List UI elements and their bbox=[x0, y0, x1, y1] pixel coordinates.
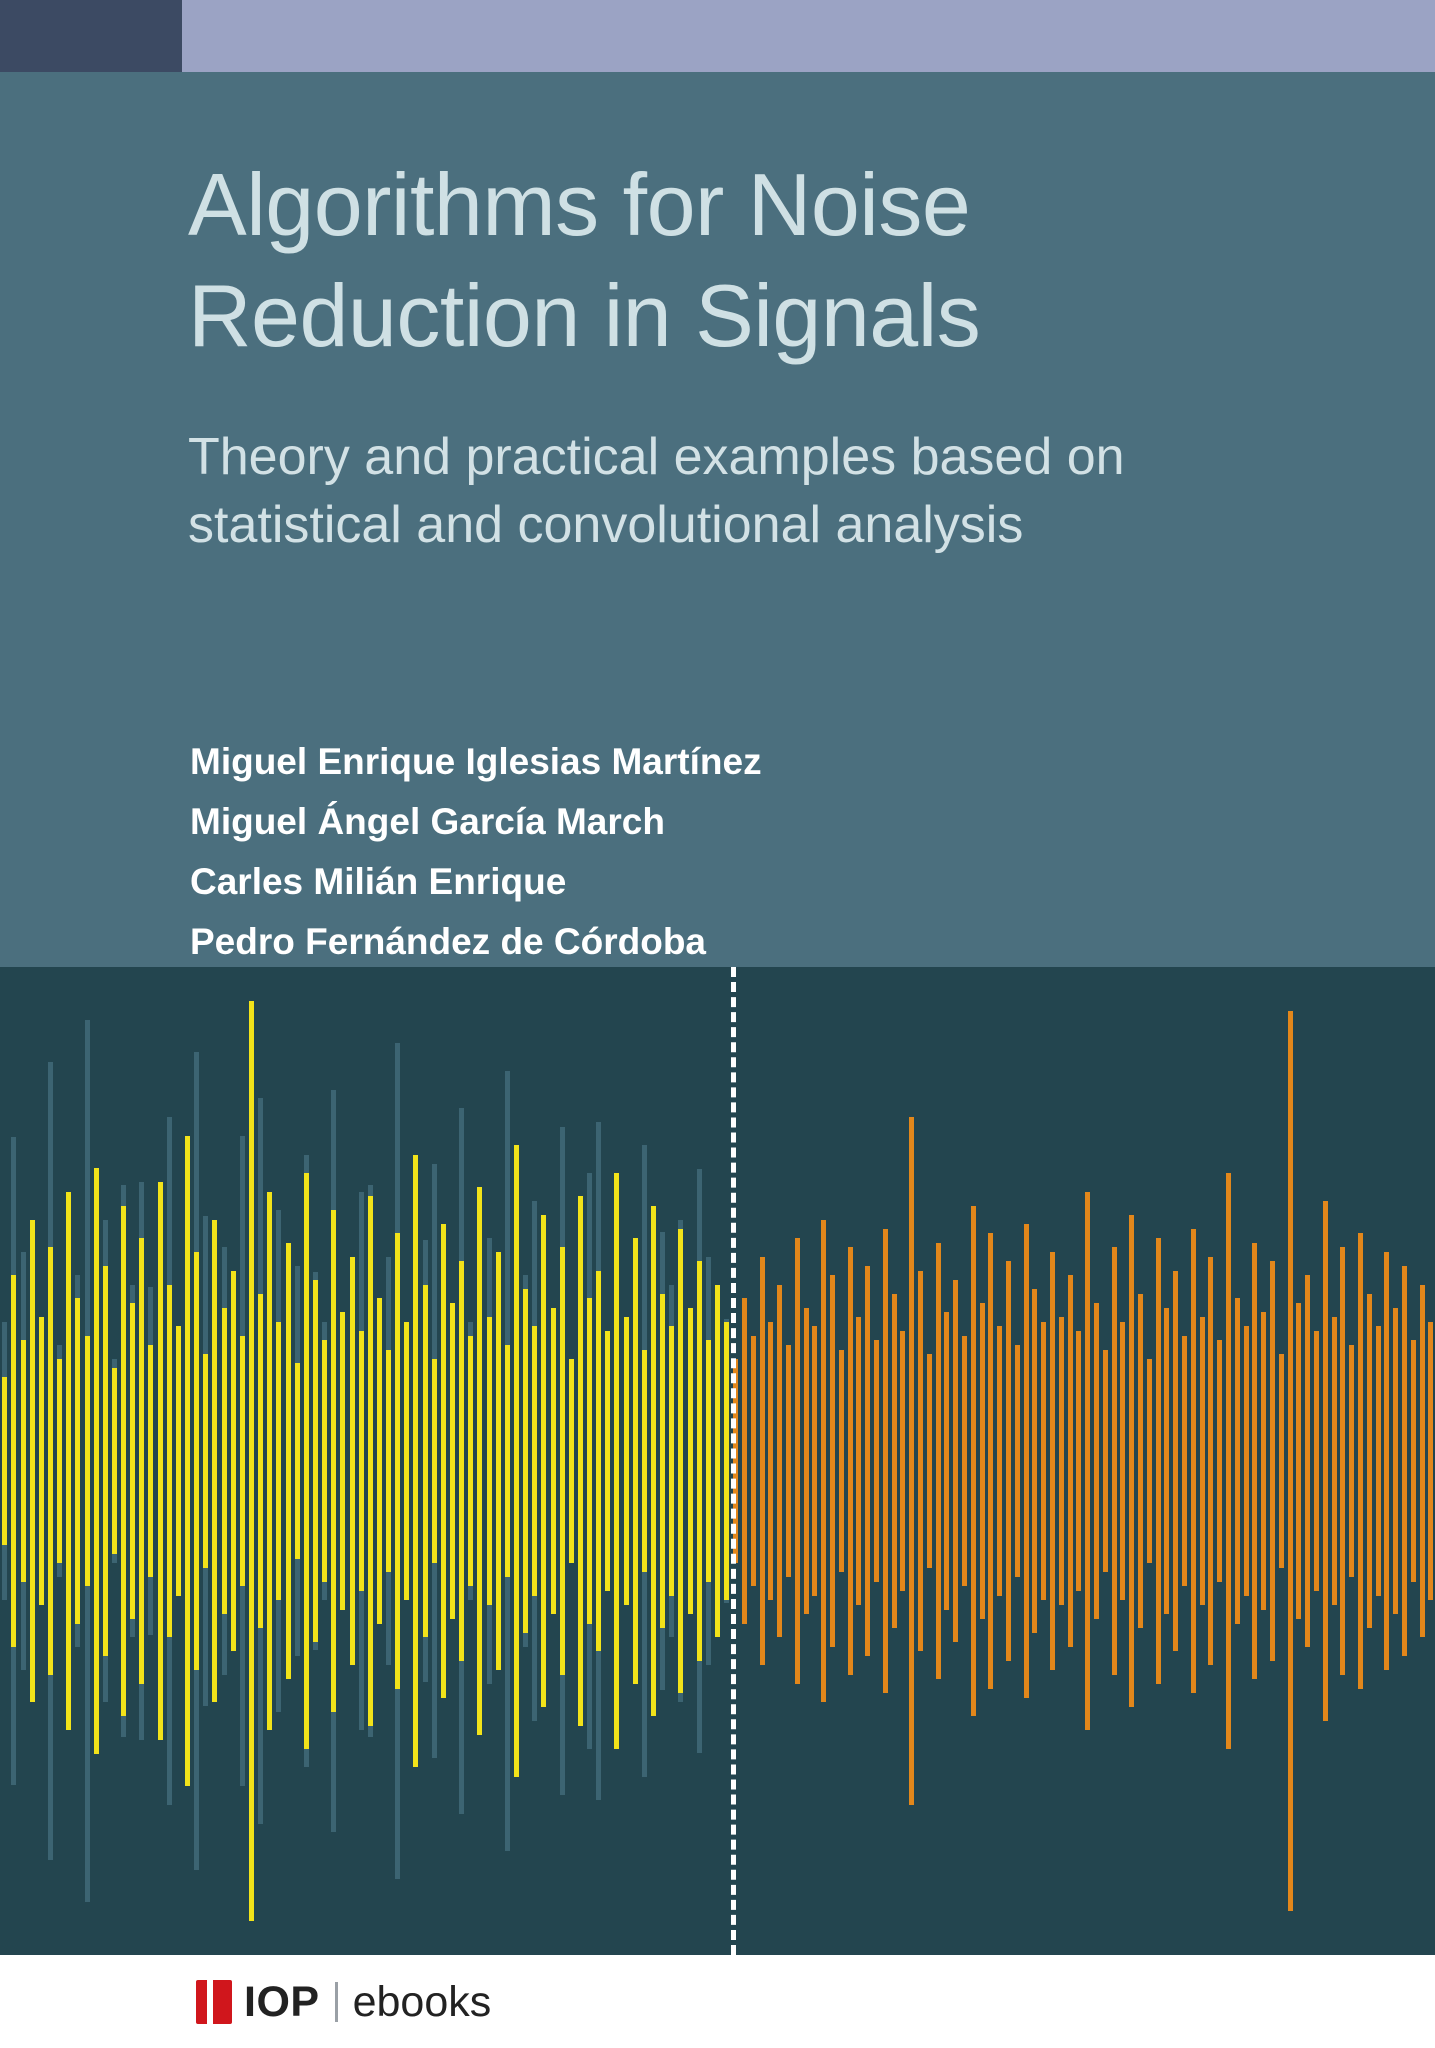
waveform-bar bbox=[322, 1340, 327, 1581]
waveform-bar bbox=[468, 1336, 473, 1587]
author-name: Pedro Fernández de Córdoba bbox=[190, 920, 707, 962]
waveform-bar bbox=[1076, 1331, 1081, 1591]
waveform-bar bbox=[742, 1298, 747, 1623]
waveform-bars bbox=[0, 967, 1435, 1955]
waveform-bar bbox=[1323, 1201, 1328, 1721]
signal-divider-line bbox=[731, 967, 736, 1955]
waveform-bar bbox=[856, 1317, 861, 1605]
waveform-bar bbox=[340, 1312, 345, 1609]
waveform-bar bbox=[350, 1257, 355, 1666]
waveform-bar bbox=[651, 1206, 656, 1717]
waveform-bar bbox=[1068, 1275, 1073, 1646]
waveform-bar bbox=[1085, 1192, 1090, 1731]
waveform-bar bbox=[121, 1206, 126, 1717]
waveform-bar bbox=[1261, 1312, 1266, 1609]
waveform-bar bbox=[185, 1136, 190, 1786]
waveform-bar bbox=[450, 1303, 455, 1619]
waveform-bar bbox=[821, 1220, 826, 1703]
waveform-bar bbox=[1332, 1317, 1337, 1605]
page-subtitle: Theory and practical examples based on statistical and convolutional analysis bbox=[188, 428, 1125, 554]
waveform-bar bbox=[130, 1303, 135, 1619]
waveform-bar bbox=[258, 1294, 263, 1628]
signal-waveform-chart bbox=[0, 967, 1435, 1955]
waveform-bar bbox=[514, 1145, 519, 1777]
waveform-bar bbox=[249, 1001, 254, 1920]
waveform-bar bbox=[57, 1359, 62, 1563]
waveform-bar bbox=[276, 1322, 281, 1601]
waveform-bar bbox=[1129, 1215, 1134, 1707]
waveform-bar bbox=[85, 1336, 90, 1587]
waveform-bar bbox=[1279, 1354, 1284, 1568]
waveform-bar bbox=[1314, 1331, 1319, 1591]
iop-logo-icon bbox=[196, 1980, 232, 2024]
waveform-bar bbox=[883, 1229, 888, 1693]
cover-top-band bbox=[0, 0, 1435, 72]
waveform-bar bbox=[176, 1326, 181, 1595]
waveform-bar bbox=[66, 1192, 71, 1731]
waveform-bar bbox=[706, 1340, 711, 1581]
waveform-bar bbox=[688, 1308, 693, 1614]
waveform-bar bbox=[953, 1280, 958, 1642]
waveform-bar bbox=[1384, 1252, 1389, 1670]
waveform-bar bbox=[75, 1298, 80, 1623]
waveform-bar bbox=[1006, 1261, 1011, 1660]
waveform-bar bbox=[1200, 1317, 1205, 1605]
publisher-imprint: ebooks bbox=[352, 1977, 492, 2026]
waveform-bar bbox=[1235, 1298, 1240, 1623]
waveform-bar bbox=[900, 1331, 905, 1591]
waveform-bar bbox=[1358, 1233, 1363, 1688]
waveform-bar bbox=[786, 1345, 791, 1577]
waveform-bar bbox=[1296, 1303, 1301, 1619]
author-name: Miguel Ángel García March bbox=[190, 800, 665, 842]
waveform-bar bbox=[551, 1308, 556, 1614]
waveform-bar bbox=[1032, 1289, 1037, 1633]
waveform-bar bbox=[368, 1196, 373, 1725]
waveform-bar bbox=[331, 1210, 336, 1712]
waveform-bar bbox=[1252, 1243, 1257, 1679]
waveform-bar bbox=[477, 1187, 482, 1735]
waveform-bar bbox=[203, 1354, 208, 1568]
waveform-bar bbox=[404, 1322, 409, 1601]
waveform-bar bbox=[1367, 1294, 1372, 1628]
waveform-bar bbox=[1191, 1229, 1196, 1693]
waveform-bar bbox=[962, 1336, 967, 1587]
waveform-bar bbox=[286, 1243, 291, 1679]
waveform-bar bbox=[212, 1220, 217, 1703]
waveform-bar bbox=[1428, 1322, 1433, 1601]
waveform-bar bbox=[971, 1206, 976, 1717]
waveform-bar bbox=[980, 1303, 985, 1619]
waveform-bar bbox=[760, 1257, 765, 1666]
waveform-bar bbox=[633, 1238, 638, 1684]
logo-divider bbox=[335, 1982, 338, 2022]
waveform-bar bbox=[413, 1155, 418, 1768]
waveform-bar bbox=[1050, 1252, 1055, 1670]
waveform-bar bbox=[2, 1377, 7, 1544]
waveform-bar bbox=[395, 1233, 400, 1688]
waveform-bar bbox=[194, 1252, 199, 1670]
waveform-bar bbox=[874, 1340, 879, 1581]
waveform-bar bbox=[386, 1350, 391, 1573]
cover-top-band-accent bbox=[0, 0, 182, 72]
waveform-bar bbox=[724, 1322, 729, 1601]
waveform-bar bbox=[523, 1289, 528, 1633]
waveform-bar bbox=[1059, 1317, 1064, 1605]
waveform-bar bbox=[1305, 1275, 1310, 1646]
waveform-bar bbox=[596, 1271, 601, 1652]
waveform-bar bbox=[839, 1350, 844, 1573]
waveform-bar bbox=[1288, 1011, 1293, 1912]
waveform-bar bbox=[1024, 1224, 1029, 1698]
waveform-bar bbox=[432, 1359, 437, 1563]
waveform-bar bbox=[1402, 1266, 1407, 1656]
waveform-bar bbox=[30, 1220, 35, 1703]
waveform-bar bbox=[48, 1247, 53, 1674]
waveform-bar bbox=[936, 1243, 941, 1679]
waveform-bar bbox=[669, 1326, 674, 1595]
waveform-bar bbox=[1420, 1285, 1425, 1638]
waveform-bar bbox=[139, 1238, 144, 1684]
waveform-bar bbox=[231, 1271, 236, 1652]
publisher-logo bbox=[196, 1975, 491, 2029]
waveform-bar bbox=[997, 1326, 1002, 1595]
waveform-bar bbox=[624, 1317, 629, 1605]
waveform-bar bbox=[1112, 1247, 1117, 1674]
waveform-bar bbox=[848, 1247, 853, 1674]
waveform-bar bbox=[1120, 1322, 1125, 1601]
waveform-bar bbox=[1217, 1340, 1222, 1581]
waveform-bar bbox=[892, 1294, 897, 1628]
waveform-bar bbox=[804, 1308, 809, 1614]
waveform-bar bbox=[313, 1280, 318, 1642]
waveform-bar bbox=[560, 1247, 565, 1674]
waveform-bar bbox=[423, 1285, 428, 1638]
author-list bbox=[190, 732, 1350, 972]
waveform-bar bbox=[304, 1173, 309, 1749]
waveform-bar bbox=[459, 1261, 464, 1660]
waveform-bar bbox=[112, 1368, 117, 1554]
author-name: Miguel Enrique Iglesias Martínez bbox=[190, 741, 762, 782]
waveform-bar bbox=[751, 1336, 756, 1587]
waveform-bar bbox=[1103, 1350, 1108, 1573]
waveform-bar bbox=[148, 1345, 153, 1577]
waveform-bar bbox=[240, 1336, 245, 1587]
waveform-bar bbox=[505, 1345, 510, 1577]
waveform-bar bbox=[1226, 1173, 1231, 1749]
waveform-bar bbox=[1376, 1326, 1381, 1595]
waveform-bar bbox=[21, 1340, 26, 1581]
waveform-bar bbox=[1340, 1247, 1345, 1674]
waveform-bar bbox=[1156, 1238, 1161, 1684]
waveform-bar bbox=[1208, 1257, 1213, 1666]
waveform-bar bbox=[1164, 1308, 1169, 1614]
waveform-bar bbox=[830, 1275, 835, 1646]
waveform-bar bbox=[768, 1322, 773, 1601]
waveform-bar bbox=[909, 1117, 914, 1804]
waveform-bar bbox=[927, 1354, 932, 1568]
waveform-bar bbox=[1182, 1336, 1187, 1587]
waveform-bar bbox=[295, 1363, 300, 1558]
waveform-bar bbox=[715, 1285, 720, 1638]
waveform-bar bbox=[377, 1298, 382, 1623]
page-title: Algorithms for Noise Reduction in Signals bbox=[188, 155, 981, 365]
waveform-bar bbox=[103, 1266, 108, 1656]
waveform-bar bbox=[158, 1182, 163, 1739]
waveform-bar bbox=[1015, 1345, 1020, 1577]
waveform-bar bbox=[614, 1173, 619, 1749]
waveform-bar bbox=[267, 1192, 272, 1731]
waveform-bar bbox=[39, 1317, 44, 1605]
waveform-bar bbox=[660, 1294, 665, 1628]
waveform-bar bbox=[1349, 1345, 1354, 1577]
waveform-bar bbox=[605, 1331, 610, 1591]
waveform-bar bbox=[865, 1266, 870, 1656]
waveform-bar bbox=[1094, 1303, 1099, 1619]
waveform-bar bbox=[541, 1215, 546, 1707]
cover-text-panel bbox=[0, 72, 1435, 967]
waveform-bar bbox=[777, 1285, 782, 1638]
waveform-bar bbox=[532, 1326, 537, 1595]
waveform-bar bbox=[487, 1317, 492, 1605]
waveform-bar bbox=[1393, 1308, 1398, 1614]
waveform-bar bbox=[988, 1233, 993, 1688]
waveform-bar bbox=[1244, 1326, 1249, 1595]
waveform-bar bbox=[587, 1298, 592, 1623]
waveform-bar bbox=[642, 1350, 647, 1573]
waveform-bar bbox=[569, 1359, 574, 1563]
waveform-bar bbox=[1411, 1340, 1416, 1581]
author-name: Carles Milián Enrique bbox=[190, 860, 567, 902]
waveform-bar bbox=[795, 1238, 800, 1684]
waveform-bar bbox=[1270, 1261, 1275, 1660]
waveform-bar bbox=[496, 1252, 501, 1670]
waveform-bar bbox=[1173, 1271, 1178, 1652]
waveform-bar bbox=[11, 1275, 16, 1646]
waveform-bar bbox=[359, 1331, 364, 1591]
waveform-bar bbox=[94, 1168, 99, 1753]
publisher-name: IOP bbox=[244, 1977, 320, 2026]
waveform-bar bbox=[678, 1229, 683, 1693]
waveform-bar bbox=[167, 1285, 172, 1638]
waveform-bar bbox=[1041, 1322, 1046, 1601]
waveform-bar bbox=[441, 1224, 446, 1698]
waveform-bar bbox=[944, 1312, 949, 1609]
waveform-bar bbox=[918, 1271, 923, 1652]
waveform-bar bbox=[697, 1261, 702, 1660]
waveform-bar bbox=[1147, 1359, 1152, 1563]
waveform-bar bbox=[1138, 1294, 1143, 1628]
waveform-bar bbox=[578, 1196, 583, 1725]
waveform-bar bbox=[222, 1308, 227, 1614]
waveform-bar bbox=[812, 1326, 817, 1595]
